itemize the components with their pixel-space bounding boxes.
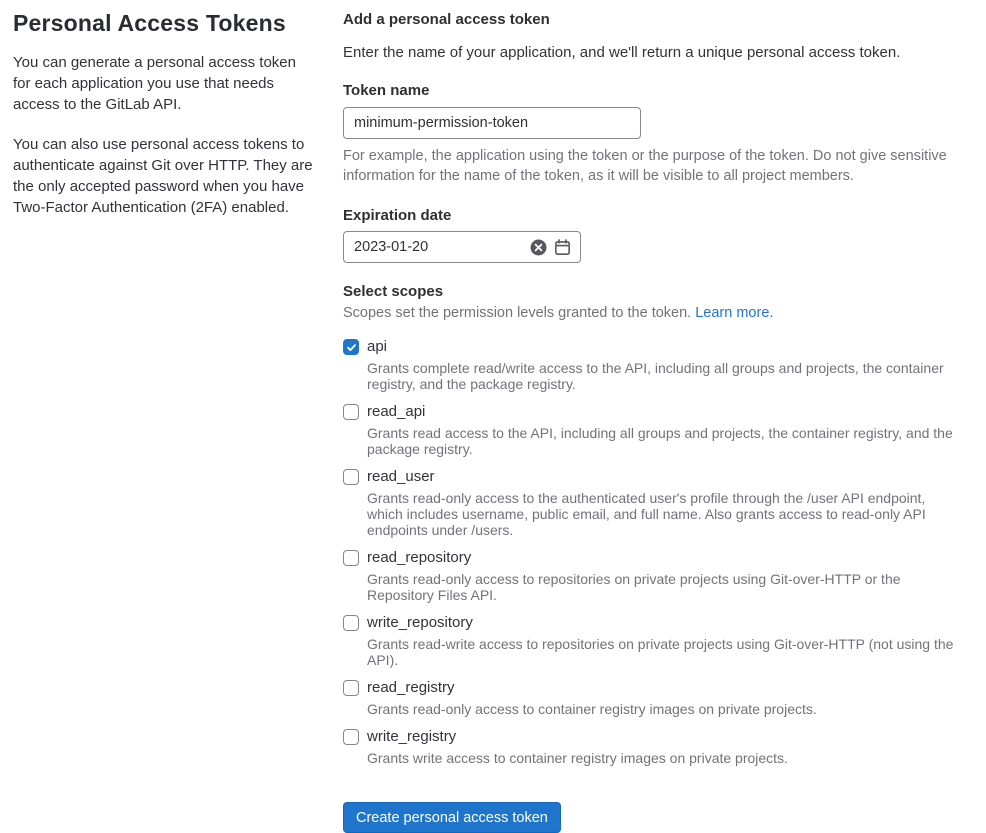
scope-row-read-repository [343,548,962,603]
form-heading: Add a personal access token [343,11,550,28]
scope-name-read-api[interactable]: read_api [367,403,426,420]
scope-checkbox-write-registry[interactable] [343,729,359,745]
scope-description-api: Grants complete read/write access to the API, including all groups and projects, the container registry, and the package registry. [367,360,944,392]
settings-section-description [0,0,343,833]
scope-checkbox-write-repository[interactable] [343,615,359,631]
token-name-input[interactable] [343,107,641,139]
token-name-help: For example, the application using the token or the purpose of the token. Do not give sensitive information for the name of the token, as it will be visible to all project members. [343,148,947,184]
scope-description-read-registry: Grants read-only access to container registry images on private projects. [367,701,817,717]
scope-row-write-registry [343,727,962,766]
expiration-date-input[interactable] [354,239,528,255]
scopes-help-text: Scopes set the permission levels granted to the token. [343,305,692,321]
scope-description-write-repository: Grants read-write access to repositories on private projects using Git-over-HTTP (not using the API). [367,636,954,668]
add-token-form [343,0,986,833]
scope-description-read-api: Grants read access to the API, including all groups and projects, the container registry, and the package registry. [367,425,953,457]
scope-row-read-api [343,402,962,457]
token-name-label: Token name [343,82,430,99]
calendar-icon[interactable] [552,237,572,257]
scope-row-api [343,337,962,392]
scope-row-write-repository [343,613,962,668]
scopes-group [343,283,962,766]
scope-checkbox-api[interactable] [343,339,359,355]
scope-row-read-registry [343,678,962,717]
expiration-date-group [343,207,962,263]
scope-name-read-user[interactable]: read_user [367,468,435,485]
scope-checkbox-read-user[interactable] [343,469,359,485]
select-scopes-label: Select scopes [343,283,444,300]
scopes-help [343,303,962,323]
scope-description-read-repository: Grants read-only access to repositories on private projects using Git-over-HTTP or the Repository Files API. [367,571,901,603]
scope-description-write-registry: Grants write access to container registry images on private projects. [367,750,788,766]
intro-paragraph-2: You can also use personal access tokens to authenticate against Git over HTTP. They are the only accepted password when you have Two-Factor Authentication (2FA) enabled. [13,136,313,216]
scope-name-api[interactable]: api [367,338,388,355]
scope-name-write-registry[interactable]: write_registry [367,728,457,745]
scope-description-read-user: Grants read-only access to the authenticated user's profile through the /user API endpoint, which includes username, public email, and full name. Also grants access to read-only API endpoints under /users. [367,490,926,538]
page-title: Personal Access Tokens [13,10,286,36]
expiration-date-label: Expiration date [343,207,452,224]
scope-row-read-user [343,467,962,538]
scope-checkbox-read-api[interactable] [343,404,359,420]
expiration-date-field[interactable] [343,231,581,263]
scope-name-read-registry[interactable]: read_registry [367,679,455,696]
form-subheading: Enter the name of your application, and we'll return a unique personal access token. [343,44,901,61]
scope-checkbox-read-repository[interactable] [343,550,359,566]
learn-more-link[interactable]: Learn more. [695,305,774,321]
scope-name-read-repository[interactable]: read_repository [367,549,472,566]
scopes-list [343,337,962,766]
scope-name-write-repository[interactable]: write_repository [367,614,473,631]
create-token-button[interactable]: Create personal access token [343,802,561,833]
scope-checkbox-read-registry[interactable] [343,680,359,696]
clear-icon[interactable] [528,237,548,257]
token-name-group [343,82,962,186]
intro-paragraph-1: You can generate a personal access token for each application you use that needs access to the GitLab API. [13,54,296,113]
